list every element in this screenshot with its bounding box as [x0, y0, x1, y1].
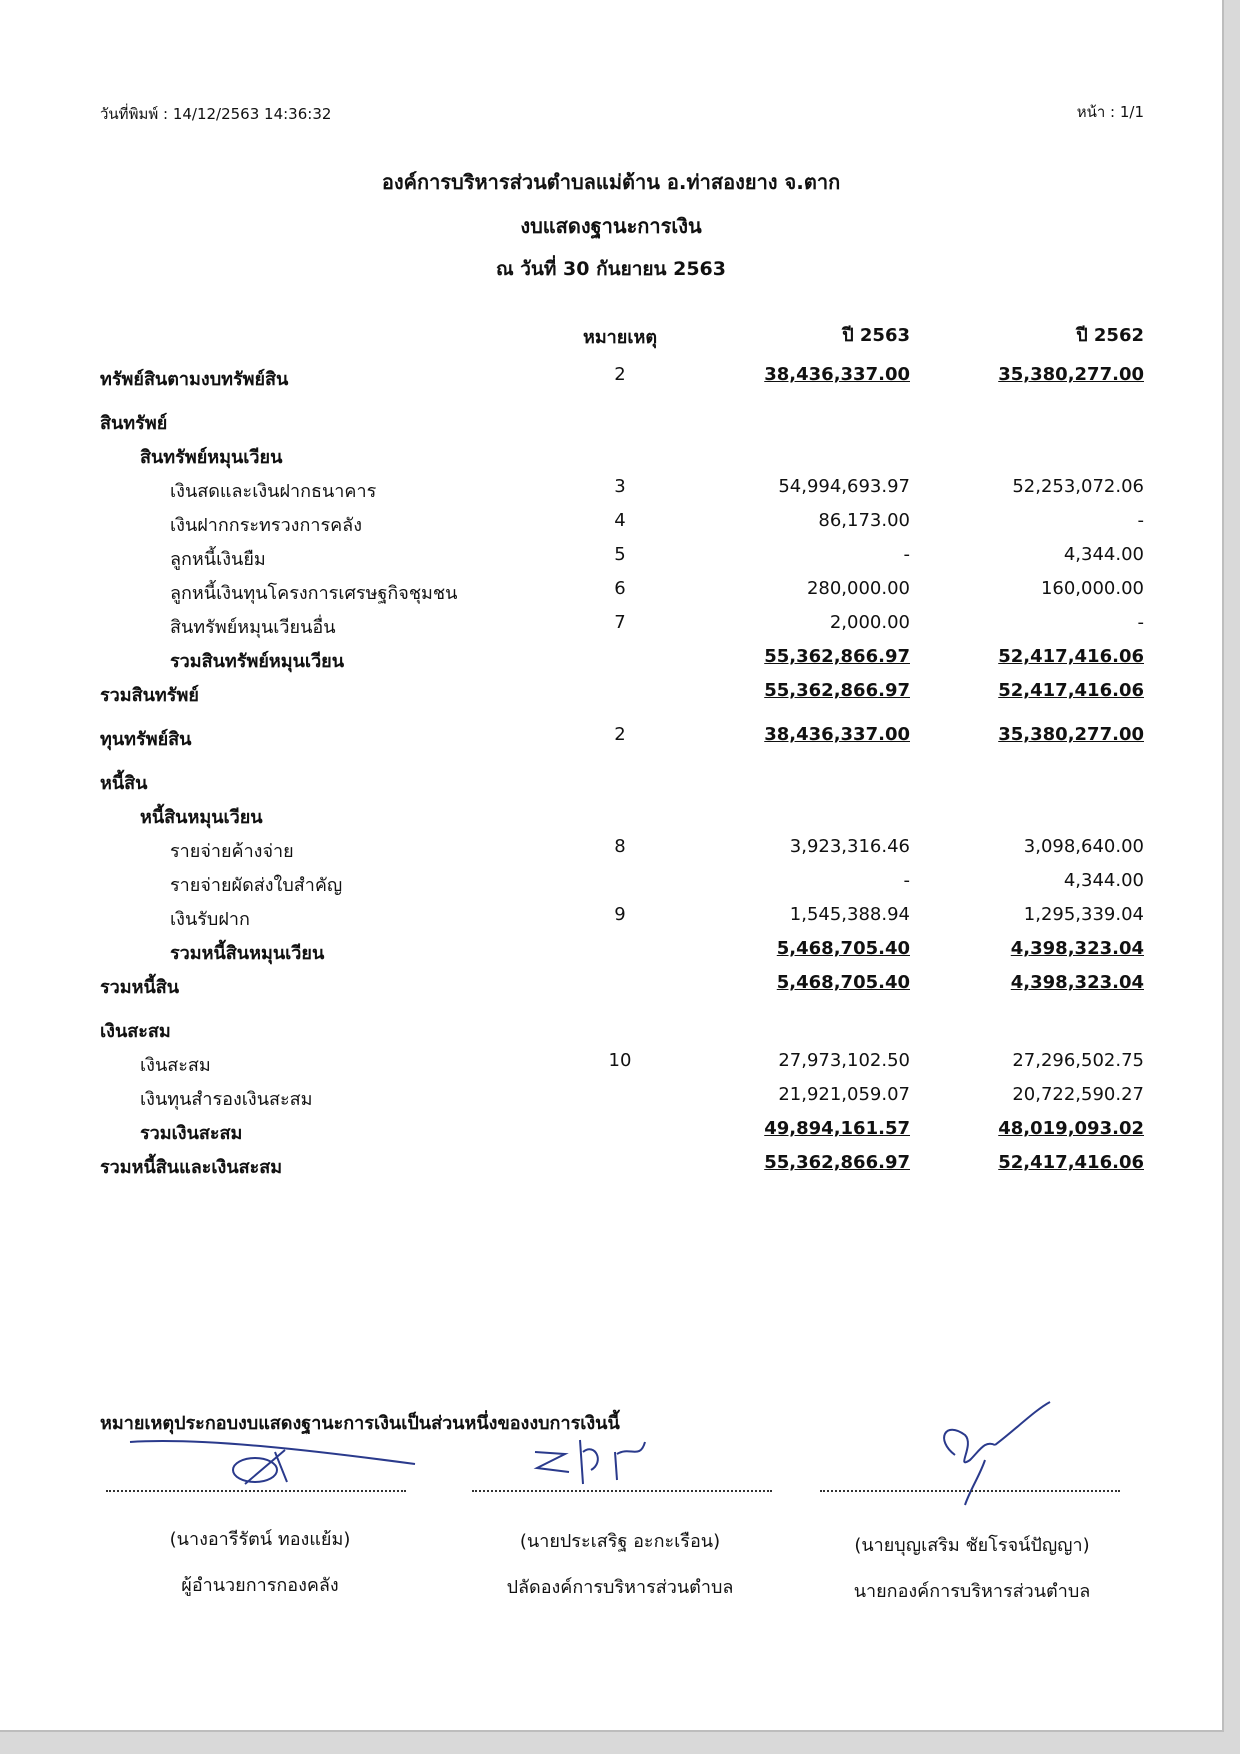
row-label: รายจ่ายค้างจ่าย — [170, 841, 294, 862]
table-row — [0, 1016, 1222, 1046]
row-value-2563: 5,468,705.40 — [776, 938, 910, 959]
row-label: ลูกหนี้เงินยืม — [170, 549, 266, 570]
table-row — [0, 904, 1222, 934]
row-value-2562: 52,417,416.06 — [998, 646, 1144, 667]
row-value-2563: 21,921,059.07 — [778, 1084, 910, 1105]
row-value-2563: - — [903, 544, 910, 565]
row-note: 6 — [614, 578, 626, 599]
signatory-title-2: ปลัดองค์การบริหารส่วนตำบล — [506, 1577, 734, 1598]
row-value-2563: 55,362,866.97 — [764, 646, 910, 667]
row-label: หนี้สินหมุนเวียน — [140, 807, 263, 828]
report-title: งบแสดงฐานะการเงิน — [520, 214, 702, 238]
row-value-2563: 5,468,705.40 — [776, 972, 910, 993]
table-row — [0, 544, 1222, 574]
table-row — [0, 1118, 1222, 1148]
report-date: ณ วันที่ 30 กันยายน 2563 — [495, 258, 726, 280]
row-label: เงินรับฝาก — [170, 909, 250, 930]
table-row — [0, 612, 1222, 642]
row-value-2563: 55,362,866.97 — [764, 1152, 910, 1173]
table-row — [0, 1084, 1222, 1114]
row-label: รวมสินทรัพย์หมุนเวียน — [170, 651, 345, 672]
row-value-2563: 38,436,337.00 — [764, 724, 910, 745]
signatory-name-1: (นางอารีรัตน์ ทองแย้ม) — [169, 1529, 351, 1550]
row-label: รายจ่ายผัดส่งใบสำคัญ — [170, 875, 343, 896]
print-datetime: วันที่พิมพ์ : 14/12/2563 14:36:32 — [100, 105, 332, 123]
row-label: เงินสะสม — [100, 1021, 171, 1042]
row-note: 10 — [608, 1050, 632, 1071]
row-label: รวมหนี้สินและเงินสะสม — [100, 1157, 283, 1178]
row-label: สินทรัพย์หมุนเวียนอื่น — [170, 617, 336, 638]
page-number: หน้า : 1/1 — [1076, 103, 1144, 121]
table-row — [0, 364, 1222, 394]
table-row — [0, 938, 1222, 968]
row-value-2562: 4,344.00 — [1063, 544, 1144, 565]
table-row — [0, 972, 1222, 1002]
organization-title: องค์การบริหารส่วนตำบลแม่ต้าน อ.ท่าสองยาง จ.ตาก — [381, 170, 841, 194]
row-value-2562: 160,000.00 — [1040, 578, 1144, 599]
row-label: รวมหนี้สินหมุนเวียน — [170, 943, 325, 964]
signature-line-2 — [472, 1490, 772, 1492]
row-label: หนี้สิน — [100, 773, 148, 794]
row-value-2562: 52,253,072.06 — [1012, 476, 1144, 497]
table-row — [0, 680, 1222, 710]
row-note: 8 — [614, 836, 626, 857]
signatory-title-3: นายกองค์การบริหารส่วนตำบล — [853, 1581, 1091, 1602]
row-label: เงินฝากกระทรวงการคลัง — [170, 515, 362, 536]
row-value-2562: 4,398,323.04 — [1010, 972, 1144, 993]
row-value-2562: - — [1137, 612, 1144, 633]
signature-line-1 — [106, 1490, 406, 1492]
table-row — [0, 1050, 1222, 1080]
row-value-2563: 280,000.00 — [806, 578, 910, 599]
row-value-2562: 4,344.00 — [1063, 870, 1144, 891]
table-row — [0, 408, 1222, 438]
row-label: เงินสดและเงินฝากธนาคาร — [170, 481, 377, 502]
row-label: รวมเงินสะสม — [140, 1123, 243, 1144]
table-row — [0, 768, 1222, 798]
row-note: 2 — [614, 364, 626, 385]
row-label: ทรัพย์สินตามงบทรัพย์สิน — [100, 369, 289, 390]
row-label: รวมหนี้สิน — [100, 977, 180, 998]
row-value-2562: 48,019,093.02 — [998, 1118, 1144, 1139]
row-label: สินทรัพย์ — [100, 413, 168, 434]
row-label: รวมสินทรัพย์ — [100, 685, 199, 706]
row-label: สินทรัพย์หมุนเวียน — [140, 447, 283, 468]
row-value-2562: 4,398,323.04 — [1010, 938, 1144, 959]
row-value-2562: 35,380,277.00 — [998, 724, 1144, 745]
signature-mark-1 — [125, 1432, 425, 1492]
table-row — [0, 802, 1222, 832]
row-label: ลูกหนี้เงินทุนโครงการเศรษฐกิจชุมชน — [170, 583, 458, 604]
row-value-2563: 3,923,316.46 — [789, 836, 910, 857]
table-row — [0, 870, 1222, 900]
row-value-2563: 2,000.00 — [829, 612, 910, 633]
row-value-2562: 52,417,416.06 — [998, 680, 1144, 701]
row-note: 7 — [614, 612, 626, 633]
row-value-2563: 55,362,866.97 — [764, 680, 910, 701]
column-header-2563: ปี 2563 — [842, 325, 910, 346]
row-value-2562: 27,296,502.75 — [1012, 1050, 1144, 1071]
row-value-2562: 52,417,416.06 — [998, 1152, 1144, 1173]
table-row — [0, 476, 1222, 506]
column-header-note: หมายเหตุ — [582, 327, 658, 348]
row-note: 2 — [614, 724, 626, 745]
row-value-2563: - — [903, 870, 910, 891]
row-label: เงินทุนสำรองเงินสะสม — [140, 1089, 313, 1110]
column-header-2562: ปี 2562 — [1076, 325, 1144, 346]
row-value-2562: 1,295,339.04 — [1023, 904, 1144, 925]
table-row — [0, 510, 1222, 540]
table-row — [0, 1152, 1222, 1182]
row-label: ทุนทรัพย์สิน — [100, 729, 192, 750]
row-value-2563: 27,973,102.50 — [778, 1050, 910, 1071]
row-value-2562: 35,380,277.00 — [998, 364, 1144, 385]
footnote: หมายเหตุประกอบงบแสดงฐานะการเงินเป็นส่วนหนึ่งของงบการเงินนี้ — [100, 1413, 620, 1434]
row-value-2562: - — [1137, 510, 1144, 531]
signature-mark-3 — [925, 1400, 1065, 1510]
row-value-2562: 20,722,590.27 — [1012, 1084, 1144, 1105]
row-note: 9 — [614, 904, 626, 925]
table-row — [0, 724, 1222, 754]
row-note: 3 — [614, 476, 626, 497]
table-row — [0, 578, 1222, 608]
signatory-name-3: (นายบุญเสริม ชัยโรจน์ปัญญา) — [854, 1535, 1090, 1556]
signature-line-3 — [820, 1490, 1120, 1492]
table-row — [0, 836, 1222, 866]
row-value-2563: 38,436,337.00 — [764, 364, 910, 385]
signature-mark-2 — [525, 1432, 655, 1492]
table-row — [0, 442, 1222, 472]
signatory-title-1: ผู้อำนวยการกองคลัง — [181, 1575, 339, 1596]
row-value-2562: 3,098,640.00 — [1023, 836, 1144, 857]
row-value-2563: 1,545,388.94 — [789, 904, 910, 925]
row-value-2563: 54,994,693.97 — [778, 476, 910, 497]
row-note: 4 — [614, 510, 626, 531]
row-label: เงินสะสม — [140, 1055, 211, 1076]
signatory-name-2: (นายประเสริฐ อะกะเรือน) — [519, 1531, 721, 1552]
row-value-2563: 49,894,161.57 — [764, 1118, 910, 1139]
table-row — [0, 646, 1222, 676]
row-note: 5 — [614, 544, 626, 565]
row-value-2563: 86,173.00 — [818, 510, 910, 531]
